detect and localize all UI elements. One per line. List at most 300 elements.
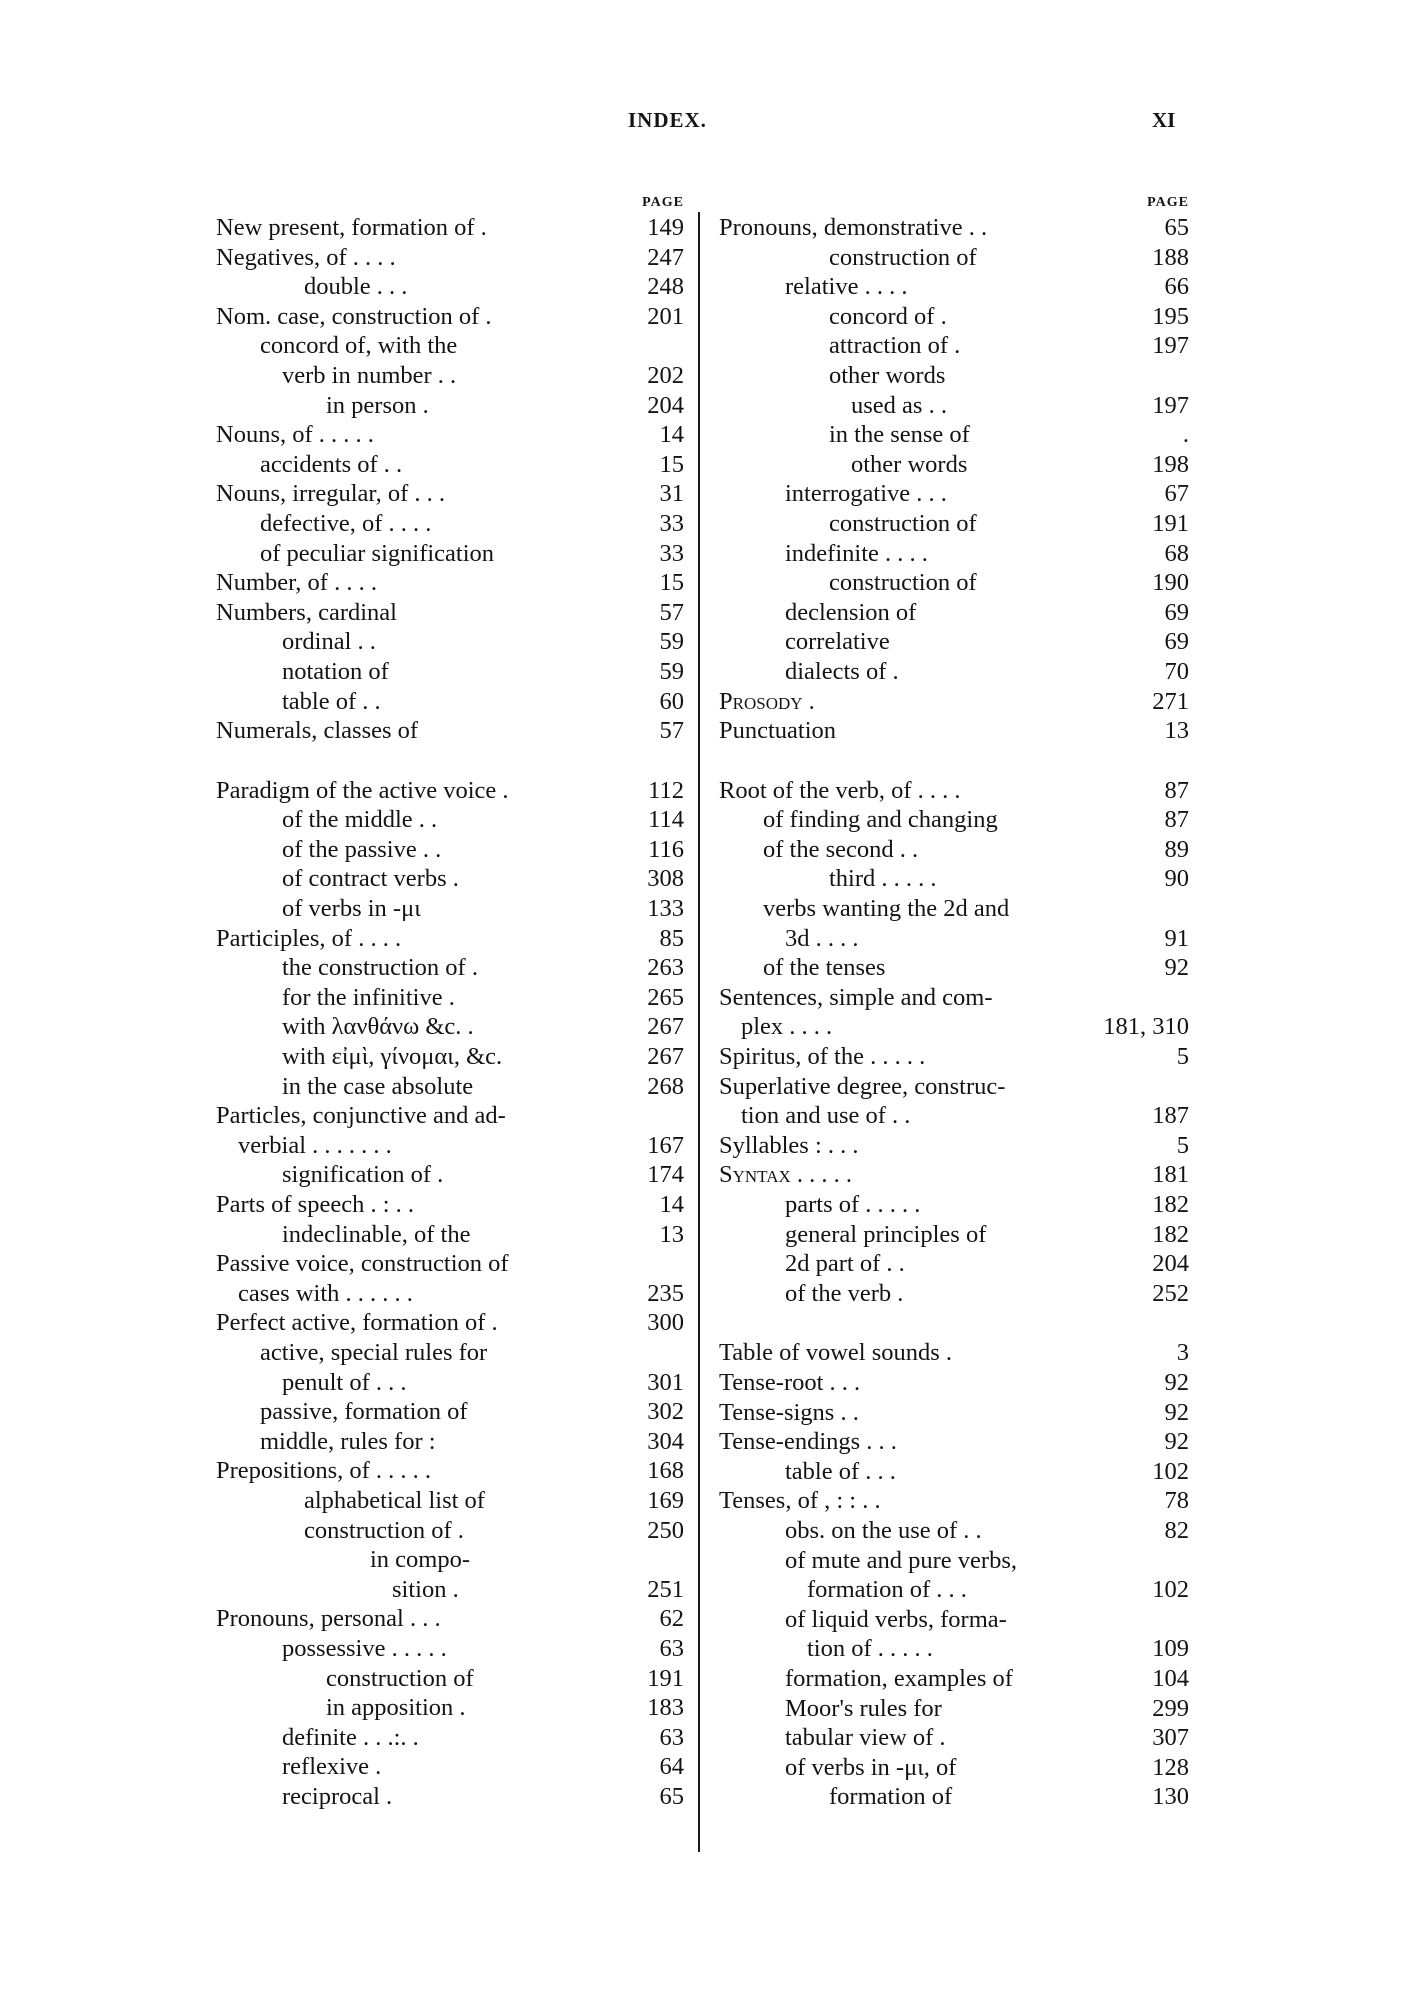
index-entry	[216, 1693, 684, 1723]
index-entry	[216, 598, 684, 628]
entry-text: of contract verbs .	[282, 865, 459, 893]
entry-page: 3	[1176, 1339, 1189, 1367]
entry-text: Passive voice, construction of	[216, 1250, 509, 1278]
index-entry	[719, 983, 1189, 1013]
entry-text: concord of, with the	[260, 332, 458, 360]
entry-text: dialects of .	[785, 657, 899, 685]
entry-page: 174	[647, 1161, 684, 1189]
index-entry	[719, 1753, 1189, 1783]
entry-text: of mute and pure verbs,	[785, 1546, 1017, 1574]
entry-page: .	[1182, 421, 1189, 449]
entry-text: verbs wanting the 2d and	[763, 895, 1010, 923]
index-entry	[719, 1605, 1189, 1635]
entry-page: 13	[1164, 717, 1189, 745]
entry-text: of finding and changing	[763, 806, 998, 834]
index-entry	[719, 568, 1189, 598]
index-entry	[719, 391, 1189, 421]
entry-page: 252	[1152, 1279, 1189, 1307]
entry-text: Root of the verb, of . . . .	[719, 776, 961, 804]
index-entry	[216, 1604, 684, 1634]
entry-text: indeclinable, of the	[282, 1220, 471, 1248]
entry-text: other words	[851, 450, 968, 478]
entry-text: of the passive . .	[282, 835, 442, 863]
entry-page: 250	[647, 1516, 684, 1544]
index-entry	[216, 213, 684, 243]
index-entry	[216, 1338, 684, 1368]
index-entry	[216, 1072, 684, 1102]
entry-page: 130	[1152, 1783, 1189, 1811]
index-entry	[216, 1220, 684, 1250]
entry-page: 204	[1152, 1250, 1189, 1278]
entry-text: Parts of speech . : . .	[216, 1191, 414, 1218]
entry-page: 182	[1152, 1191, 1189, 1218]
entry-text: third . . . . .	[829, 865, 937, 893]
entry-text: Pronouns, personal . . .	[216, 1605, 441, 1633]
index-entry	[216, 1101, 684, 1131]
entry-text: attraction of .	[829, 332, 961, 360]
entry-text: Nouns, irregular, of . . .	[216, 480, 445, 508]
index-entry	[216, 1575, 684, 1605]
entry-text: of liquid verbs, forma-	[785, 1605, 1007, 1633]
index-entry	[216, 983, 684, 1013]
index-entry	[719, 1338, 1189, 1368]
index-entry	[216, 1012, 684, 1042]
entry-page: 62	[659, 1605, 684, 1633]
index-entry	[719, 450, 1189, 480]
page-label: PAGE	[1147, 195, 1189, 210]
entry-page: 92	[1164, 1398, 1189, 1426]
index-entry	[719, 894, 1189, 924]
entry-page: 102	[1152, 1576, 1189, 1604]
entry-page: 149	[647, 214, 684, 241]
entry-text: of the second . .	[763, 835, 919, 863]
entry-page: 91	[1164, 924, 1189, 952]
entry-text: middle, rules for :	[260, 1427, 436, 1455]
entry-text: correlative	[785, 628, 890, 656]
entry-page: 82	[1164, 1516, 1189, 1544]
entry-page: 33	[659, 539, 684, 567]
index-entry	[719, 1427, 1189, 1457]
entry-text: construction of	[829, 509, 977, 537]
entry-page: 104	[1152, 1664, 1189, 1692]
entry-page: 90	[1164, 865, 1189, 893]
index-entry	[719, 1723, 1189, 1753]
entry-text: table of . .	[282, 687, 381, 715]
entry-page: 169	[647, 1486, 684, 1514]
index-entry	[719, 1546, 1189, 1576]
entry-text: of verbs in -μι, of	[785, 1753, 957, 1781]
index-entry	[719, 835, 1189, 865]
entry-page: 15	[659, 569, 684, 597]
index-entry	[719, 539, 1189, 569]
entry-text: tion and use of . .	[741, 1102, 911, 1130]
index-entry	[719, 361, 1189, 391]
entry-text: passive, formation of	[260, 1398, 468, 1426]
index-entry	[719, 1249, 1189, 1279]
index-entry	[216, 1456, 684, 1486]
entry-text: formation of . . .	[807, 1576, 967, 1604]
entry-text: Tense-root . . .	[719, 1368, 861, 1396]
entry-text: Sentences, simple and com-	[719, 983, 993, 1011]
entry-text: Nouns, of . . . . .	[216, 421, 374, 449]
entry-text: Number, of . . . .	[216, 569, 377, 597]
index-entry	[719, 1131, 1189, 1161]
entry-page: 271	[1152, 687, 1189, 715]
page-number: XI	[1152, 108, 1176, 132]
index-entry	[719, 331, 1189, 361]
entry-page: 304	[647, 1427, 684, 1455]
entry-text: Negatives, of . . . .	[216, 243, 396, 271]
entry-text: active, special rules for	[260, 1338, 488, 1366]
entry-page: 112	[648, 776, 684, 804]
index-entry	[719, 864, 1189, 894]
entry-text: declension of	[785, 598, 917, 626]
entry-text: parts of . . . . .	[785, 1191, 921, 1218]
entry-page: 299	[1152, 1694, 1189, 1722]
entry-text: possessive . . . . .	[282, 1634, 447, 1662]
entry-text: ordinal . .	[282, 628, 376, 656]
index-entry	[216, 1131, 684, 1161]
entry-page: 202	[647, 361, 684, 389]
entry-page: 14	[659, 421, 684, 449]
entry-page: 267	[647, 1013, 684, 1041]
index-entry	[216, 1249, 684, 1279]
entry-page: 307	[1152, 1724, 1189, 1752]
entry-page: 267	[647, 1043, 684, 1071]
index-entry	[216, 331, 684, 361]
index-entry	[719, 687, 1189, 717]
index-entry	[216, 924, 684, 954]
entry-text: Spiritus, of the . . . . .	[719, 1043, 926, 1071]
entry-text: Tense-signs . .	[719, 1398, 859, 1426]
entry-text: of the tenses	[763, 954, 886, 982]
entry-page: 78	[1164, 1487, 1189, 1515]
entry-text: in person .	[326, 391, 429, 419]
index-entry	[216, 509, 684, 539]
entry-text: with εἰμὶ, γίνομαι, &c.	[282, 1043, 503, 1071]
entry-page: 204	[647, 391, 684, 419]
entry-text: general principles of	[785, 1220, 987, 1248]
index-entry	[216, 361, 684, 391]
entry-page: 168	[647, 1457, 684, 1485]
index-entry	[719, 627, 1189, 657]
entry-text: other words	[829, 361, 946, 389]
index-entry	[719, 1368, 1189, 1398]
entry-text: tabular view of .	[785, 1724, 946, 1752]
entry-text: in apposition .	[326, 1694, 466, 1722]
index-entry	[719, 1634, 1189, 1664]
entry-page: 89	[1164, 835, 1189, 863]
index-entry	[719, 272, 1189, 302]
index-entry	[719, 213, 1189, 243]
entry-page: 181	[1152, 1161, 1189, 1189]
entry-text: Tenses, of , : : . .	[719, 1487, 881, 1515]
entry-text: Syntax . . . . .	[719, 1161, 853, 1189]
entry-text: Numbers, cardinal	[216, 598, 397, 626]
index-entry	[216, 1516, 684, 1546]
entry-text: Pronouns, demonstrative . .	[719, 214, 988, 241]
index-entry	[216, 687, 684, 717]
index-entry	[719, 1279, 1189, 1309]
index-entry	[216, 479, 684, 509]
index-entry	[719, 1516, 1189, 1546]
entry-page: 15	[659, 450, 684, 478]
entry-text: tion of . . . . .	[807, 1635, 933, 1663]
entry-page: 92	[1164, 1368, 1189, 1396]
page-column-label	[719, 193, 1189, 213]
entry-text: Moor's rules for	[785, 1694, 942, 1722]
index-entry	[216, 1190, 684, 1220]
entry-text: cases with . . . . . .	[238, 1279, 413, 1307]
entry-text: of the verb .	[785, 1279, 904, 1307]
entry-page: 191	[647, 1664, 684, 1692]
index-entry	[216, 1397, 684, 1427]
index-entry	[719, 776, 1189, 806]
index-entry	[719, 302, 1189, 332]
entry-text: used as . .	[851, 391, 947, 419]
index-entry	[719, 1575, 1189, 1605]
index-entry	[216, 420, 684, 450]
entry-page: 60	[659, 687, 684, 715]
entry-text: sition .	[392, 1575, 459, 1603]
entry-text: concord of .	[829, 302, 947, 330]
entry-page: 59	[659, 628, 684, 656]
entry-text: 2d part of . .	[785, 1250, 905, 1278]
entry-page: 114	[648, 806, 684, 834]
entry-text: construction of .	[304, 1516, 464, 1544]
entry-page: 59	[659, 657, 684, 685]
index-entry	[719, 1486, 1189, 1516]
index-entry	[216, 1308, 684, 1338]
index-entry	[719, 509, 1189, 539]
entry-text: of the middle . .	[282, 806, 438, 834]
index-entry	[719, 924, 1189, 954]
index-column-right	[719, 193, 1189, 1812]
entry-page: 57	[659, 717, 684, 745]
entry-text: in compo-	[370, 1546, 471, 1574]
entry-page: 69	[1164, 598, 1189, 626]
entry-page: 302	[647, 1398, 684, 1426]
index-entry	[216, 657, 684, 687]
entry-page: 268	[647, 1072, 684, 1100]
entry-page: 167	[647, 1131, 684, 1159]
group-gap	[719, 1308, 1189, 1338]
entry-text: double . . .	[304, 273, 408, 301]
entry-page: 70	[1164, 657, 1189, 685]
index-entry	[216, 302, 684, 332]
page-header	[0, 108, 1404, 138]
entry-page: 68	[1164, 539, 1189, 567]
entry-text: notation of	[282, 657, 389, 685]
entry-page: 187	[1152, 1102, 1189, 1130]
index-entry	[216, 1279, 684, 1309]
entry-page: 64	[659, 1753, 684, 1781]
index-entry	[719, 1782, 1189, 1812]
index-entry	[719, 953, 1189, 983]
page-column-label	[216, 193, 684, 213]
entry-page: 116	[648, 835, 684, 863]
index-entry	[719, 243, 1189, 273]
entry-page: 182	[1152, 1220, 1189, 1248]
entry-text: construction of	[829, 569, 977, 597]
index-entry	[216, 835, 684, 865]
entry-page: 198	[1152, 450, 1189, 478]
entry-text: reciprocal .	[282, 1782, 393, 1810]
entry-page: 66	[1164, 273, 1189, 301]
entry-page: 31	[659, 480, 684, 508]
entry-page: 133	[647, 895, 684, 923]
entry-text: Punctuation	[719, 717, 837, 745]
entry-text: New present, formation of .	[216, 214, 487, 241]
entry-text: Prepositions, of . . . . .	[216, 1457, 432, 1485]
entry-text: the construction of .	[282, 954, 478, 982]
index-entry	[719, 657, 1189, 687]
index-entry	[216, 1545, 684, 1575]
entry-page: 13	[659, 1220, 684, 1248]
entry-page: 197	[1152, 391, 1189, 419]
entry-text: interrogative . . .	[785, 480, 947, 508]
entry-page: 263	[647, 954, 684, 982]
index-entry	[719, 1072, 1189, 1102]
entry-text: table of . . .	[785, 1457, 896, 1485]
index-entry	[216, 864, 684, 894]
index-entry	[719, 1398, 1189, 1428]
index-entry	[719, 1101, 1189, 1131]
entry-text: Prosody .	[719, 687, 815, 715]
entry-text: indefinite . . . .	[785, 539, 928, 567]
entry-text: construction of	[829, 243, 977, 271]
entry-page: 85	[659, 924, 684, 952]
entry-page: 92	[1164, 954, 1189, 982]
index-entry	[216, 1160, 684, 1190]
entry-page: 102	[1152, 1457, 1189, 1485]
entry-page: 63	[659, 1723, 684, 1751]
entry-page: 181, 310	[1103, 1013, 1189, 1041]
index-entry	[216, 716, 684, 746]
entry-page: 57	[659, 598, 684, 626]
entry-text: Participles, of . . . .	[216, 924, 402, 952]
entry-text: obs. on the use of . .	[785, 1516, 982, 1544]
entry-text: Nom. case, construction of .	[216, 302, 492, 330]
column-divider	[698, 212, 700, 1852]
entry-text: Paradigm of the active voice .	[216, 776, 509, 804]
entry-page: 251	[647, 1575, 684, 1603]
entry-text: penult of . . .	[282, 1368, 407, 1396]
index-entry	[216, 627, 684, 657]
entry-text: in the case absolute	[282, 1072, 474, 1100]
entry-text: of verbs in -μι	[282, 895, 421, 923]
index-entry	[216, 1664, 684, 1694]
index-entry	[216, 1634, 684, 1664]
entry-text: relative . . . .	[785, 273, 908, 301]
index-entry	[216, 1486, 684, 1516]
entry-page: 190	[1152, 569, 1189, 597]
index-entry	[719, 598, 1189, 628]
index-entry	[719, 479, 1189, 509]
index-entry	[216, 776, 684, 806]
entry-text: in the sense of	[829, 421, 970, 449]
entry-page: 300	[647, 1309, 684, 1337]
group-gap	[719, 746, 1189, 776]
index-entry	[216, 1042, 684, 1072]
entry-text: formation, examples of	[785, 1664, 1013, 1692]
entry-page: 65	[659, 1782, 684, 1810]
index-entry	[216, 894, 684, 924]
entry-text: definite . . .:. .	[282, 1723, 419, 1751]
index-entry	[719, 1664, 1189, 1694]
entry-page: 248	[647, 273, 684, 301]
entry-text: Table of vowel sounds .	[719, 1339, 953, 1367]
entry-page: 128	[1152, 1753, 1189, 1781]
index-entry	[719, 420, 1189, 450]
entry-page: 5	[1176, 1043, 1189, 1071]
entry-text: with λανθάνω &c. .	[282, 1013, 474, 1041]
entry-text: 3d . . . .	[785, 924, 859, 952]
entry-text: verbial . . . . . . .	[238, 1131, 392, 1159]
entry-text: Numerals, classes of	[216, 717, 419, 745]
index-entry	[719, 1220, 1189, 1250]
entry-page: 195	[1152, 302, 1189, 330]
entry-page: 67	[1164, 480, 1189, 508]
entry-text: construction of	[326, 1664, 474, 1692]
entry-text: alphabetical list of	[304, 1486, 485, 1514]
entry-page: 191	[1152, 509, 1189, 537]
index-entry	[216, 568, 684, 598]
index-entry	[216, 391, 684, 421]
entry-text: Particles, conjunctive and ad-	[216, 1102, 506, 1130]
entry-page: 235	[647, 1279, 684, 1307]
index-entry	[216, 1427, 684, 1457]
entry-text: defective, of . . . .	[260, 509, 432, 537]
index-entry	[216, 272, 684, 302]
entry-page: 301	[647, 1368, 684, 1396]
entry-page: 188	[1152, 243, 1189, 271]
entry-page: 308	[647, 865, 684, 893]
entry-text: reflexive .	[282, 1753, 382, 1781]
entry-page: 183	[647, 1694, 684, 1722]
index-entry	[216, 450, 684, 480]
entry-page: 5	[1176, 1131, 1189, 1159]
entry-text: for the infinitive .	[282, 983, 455, 1011]
group-gap	[216, 746, 684, 776]
index-entry	[216, 539, 684, 569]
index-entry	[719, 1457, 1189, 1487]
entry-page: 14	[659, 1191, 684, 1218]
index-entry	[719, 1012, 1189, 1042]
index-entry	[216, 1368, 684, 1398]
index-column-left	[216, 193, 684, 1811]
index-entry	[719, 1160, 1189, 1190]
entry-text: Tense-endings . . .	[719, 1428, 897, 1456]
entry-text: of peculiar signification	[260, 539, 495, 567]
entry-page: 265	[647, 983, 684, 1011]
entry-page: 69	[1164, 628, 1189, 656]
entry-page: 33	[659, 509, 684, 537]
page-label: PAGE	[642, 195, 684, 210]
index-entry	[719, 805, 1189, 835]
index-entry	[719, 716, 1189, 746]
entry-text: Superlative degree, construc-	[719, 1072, 1006, 1100]
entry-page: 109	[1152, 1635, 1189, 1663]
entry-text: Perfect active, formation of .	[216, 1309, 498, 1337]
entry-page: 247	[647, 243, 684, 271]
index-title: INDEX.	[628, 108, 707, 132]
entry-text: signification of .	[282, 1161, 444, 1189]
entry-text: formation of	[829, 1783, 953, 1811]
entry-page: 197	[1152, 332, 1189, 360]
entry-text: accidents of . .	[260, 450, 403, 478]
entry-page: 87	[1164, 776, 1189, 804]
